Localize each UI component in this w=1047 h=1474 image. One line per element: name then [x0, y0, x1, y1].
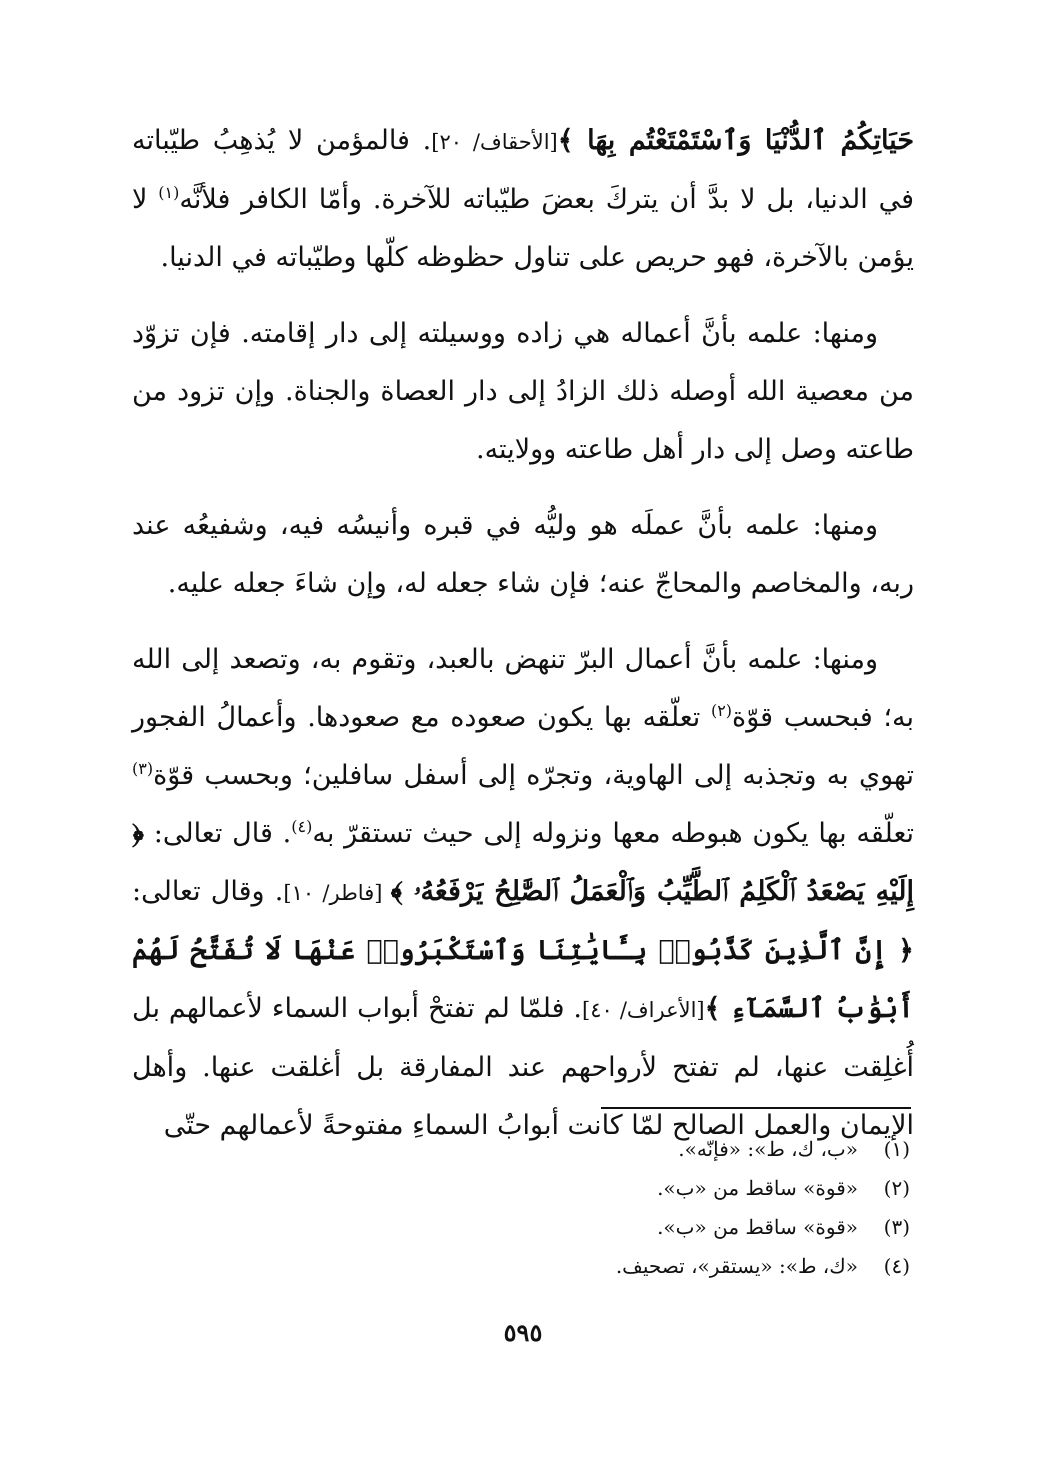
text-segment: . فالمؤمن لا يُذهِبُ طيّباته في الدنيا، بل لا بدَّ أن يتركَ بعضَ طيّباته للآخرة. وأمّا الكافر فلأنَّه — [132, 125, 914, 215]
footnote-marker-1: (١) — [158, 183, 180, 202]
footnote-number: (١) — [883, 1137, 910, 1161]
footnote-text: «ك، ط»: «يستقر»، تصحيف. — [615, 1254, 858, 1278]
text-segment: ومنها: علمه بأنَّ أعمال البرّ تنهض بالعبد، وتقوم به، وتصعد إلى الله به؛ فبحسب قوّة — [132, 644, 914, 733]
text-segment: تعلّقه بها يكون هبوطه معها ونزوله إلى حيث تستقرّ به — [312, 818, 914, 849]
text-segment: . وقال تعالى: — [132, 876, 284, 907]
main-text — [132, 112, 914, 1173]
footnote-divider — [601, 1107, 911, 1109]
text-segment: ومنها: علمه بأنَّ أعماله هي زاده ووسيلته إلى دار إقامته. فإن تزوّد من معصية الله أوصله ذلك الزادُ إلى دار العصاة والجناة. وإن تزود من طاعته وصل إلى دار أهل طاعته وولايته. — [132, 318, 914, 465]
footnote-4 — [380, 1247, 910, 1286]
paragraph-2 — [132, 305, 914, 479]
text-segment: تعلّقه بها يكون صعوده مع صعودها. وأعمالُ الفجور تهوي به وتجذبه إلى الهاوية، وتجرّه إلى أسفل سافلين؛ وبحسب قوّة — [132, 702, 914, 791]
footnote-text: «قوة» ساقط من «ب». — [657, 1176, 858, 1200]
quran-verse: ﴿ إِنَّ ٱلَّذِينَ كَذَّبُوا۟ بِـَٔايَٰتِنَا وَٱسْتَكْبَرُوا۟ عَنْهَا لَا تُفَتَّحُ لَهُمْ أَبْوَٰبُ ٱلسَّمَآءِ ﴾ — [132, 935, 914, 1024]
footnote-number: (٣) — [883, 1215, 910, 1239]
footnotes — [380, 1130, 910, 1286]
footnote-3 — [380, 1208, 910, 1247]
footnote-2 — [380, 1169, 910, 1208]
footnote-marker-2: (٢) — [710, 701, 733, 720]
footnote-text: «قوة» ساقط من «ب». — [657, 1215, 858, 1239]
verse-reference: [الأعراف/ ٤٠] — [582, 998, 705, 1022]
paragraph-1 — [132, 112, 914, 287]
footnote-1 — [380, 1130, 910, 1169]
text-segment: . فلمّا لم تفتحْ أبواب السماء لأعمالهم بل أُغلِقت عنها، لم تفتح لأرواحهم عند المفارقة بل أغلقت عنها. وأهل الإيمان والعمل الصالح لمّا كانت أبوابُ السماءِ مفتوحةً لأعمالهم حتّى — [132, 993, 914, 1141]
quran-verse: حَيَاتِكُمُ ٱلدُّنْيَا وَٱسْتَمْتَعْتُم بِهَا ﴾ — [557, 125, 915, 156]
footnote-number: (٤) — [883, 1254, 910, 1278]
verse-reference: [الأحقاف/ ٢٠] — [431, 130, 558, 154]
paragraph-4 — [132, 631, 914, 1155]
footnote-marker-4: (٤) — [291, 817, 313, 836]
text-segment: ومنها: علمه بأنَّ عملَه هو وليُّه في قبره وأنيسُه فيه، وشفيعُه عند ربه، والمخاصم والمحاجّ عنه؛ فإن شاء جعله له، وإن شاءَ جعله عليه. — [132, 510, 914, 599]
text-segment: لا يؤمن بالآخرة، فهو حريص على تناول حظوظه كلّها وطيّباته في الدنيا. — [132, 184, 914, 273]
footnote-text: «ب، ك، ط»: «فإنّه». — [678, 1137, 858, 1161]
text-segment: . قال تعالى: — [143, 818, 292, 849]
page-number: ٥٩٥ — [503, 1318, 543, 1347]
verse-reference: [فاطر/ ١٠] — [283, 881, 391, 905]
footnote-number: (٢) — [883, 1176, 910, 1200]
quran-verse: ﴿ إِلَيْهِ يَصْعَدُ ٱلْكَلِمُ ٱلطَّيِّبُ وَٱلْعَمَلُ ٱلصَّٰلِحُ يَرْفَعُهُۥ ﴾ — [132, 818, 914, 907]
paragraph-3 — [132, 497, 914, 613]
footnote-marker-3: (٣) — [132, 759, 154, 778]
